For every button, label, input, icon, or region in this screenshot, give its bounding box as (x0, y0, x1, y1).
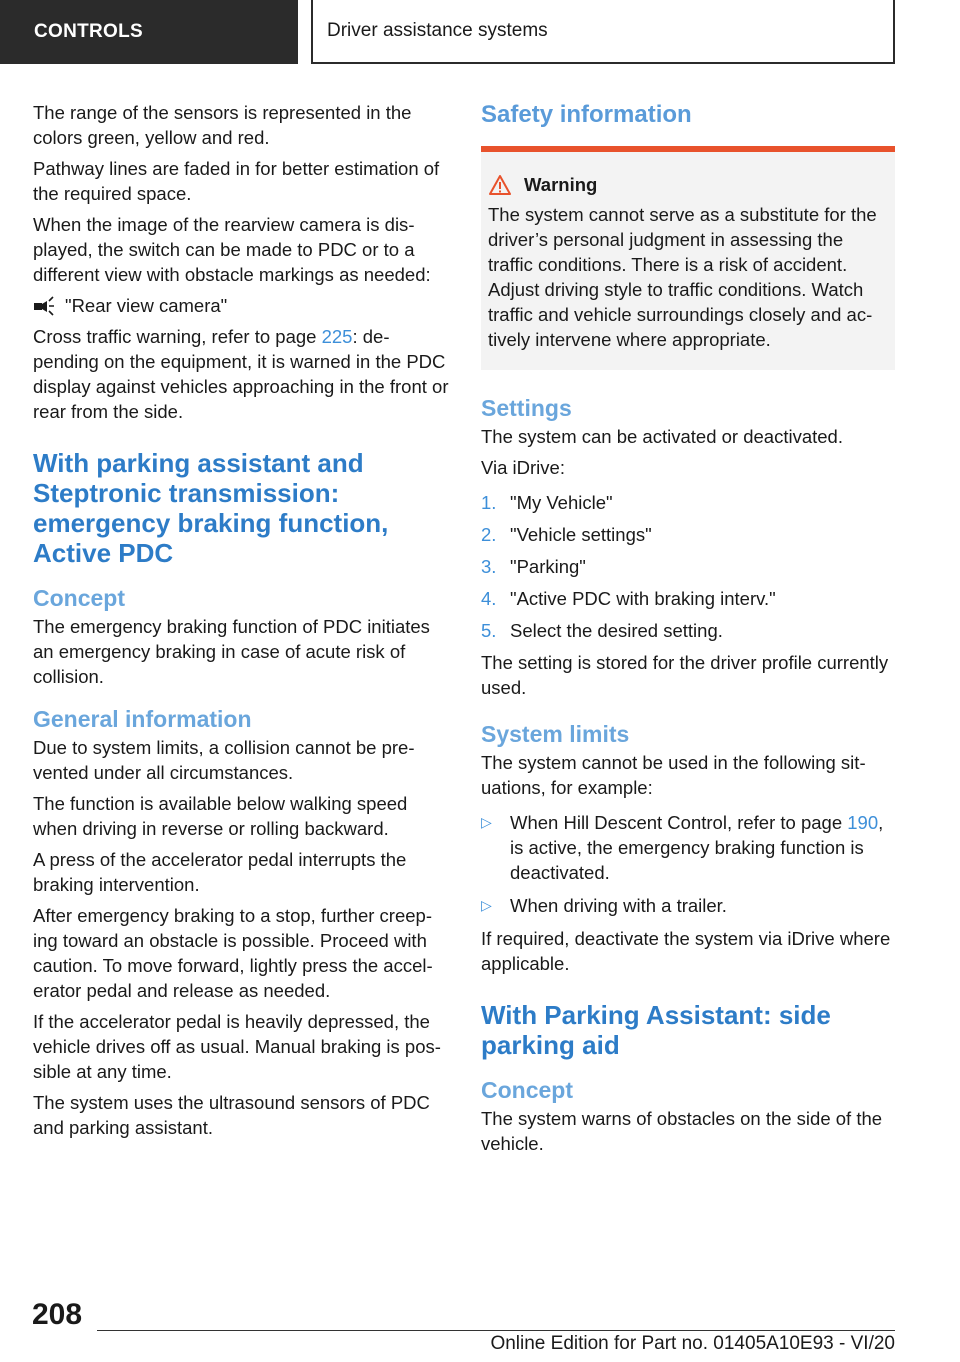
right-column (481, 100, 895, 1162)
paragraph: The function is available below walking speed when driving in reverse or rolling backward. (33, 793, 408, 839)
paragraph: The range of the sensors is represented in the colors green, yellow and red. (33, 102, 412, 148)
page-link[interactable]: 190 (847, 812, 879, 833)
page-number: 208 (32, 1298, 83, 1331)
bullet-triangle-icon: ▷ (481, 814, 492, 830)
paragraph (33, 324, 449, 424)
section-heading: With parking assistant and Steptronic transmission: emergency braking function, Active PDC (33, 448, 389, 568)
paragraph: Pathway lines are faded in for better estimation of the required space. (33, 158, 440, 204)
paragraph: If the accelerator pedal is heavily depressed, the vehicle drives off as usual. Manual braking is possible at any time. (33, 1011, 441, 1082)
bullet-item (481, 893, 895, 918)
paragraph: After emergency braking to a stop, further creeping toward an obstacle is possible. Proceed with caution. To move forward, lightly press the accelerator pedal and release as needed. (33, 905, 433, 1001)
paragraph: The emergency braking function of PDC initiates an emergency braking in case of acute risk of collision. (33, 616, 430, 687)
warning-label: Warning (524, 174, 598, 195)
left-column (33, 100, 449, 1146)
chapter-label: Driver assistance systems (327, 20, 548, 41)
step-item (481, 490, 895, 515)
subheading: General information (33, 706, 252, 732)
section-heading: Safety information (481, 101, 692, 128)
warning-box (481, 146, 895, 370)
rear-camera-icon (33, 296, 55, 316)
step-item (481, 554, 895, 579)
step-item (481, 618, 895, 643)
camera-line (33, 293, 449, 318)
footer-divider (97, 1330, 895, 1331)
subheading: Settings (481, 395, 572, 421)
page-link[interactable]: 225 (321, 326, 353, 347)
step-number: 5. (481, 620, 497, 641)
paragraph: The system can be activated or deactivated. (481, 426, 843, 447)
paragraph: The system uses the ultrasound sensors of PDC and parking assistant. (33, 1092, 430, 1138)
step-number: 4. (481, 588, 497, 609)
step-item (481, 586, 895, 611)
paragraph: The setting is stored for the driver profile currently used. (481, 652, 889, 698)
paragraph: The system cannot be used in the following situations, for example: (481, 752, 866, 798)
paragraph: When the image of the rearview camera is displayed, the switch can be made to PDC or to a different view with obstacle markings as needed: (33, 214, 431, 285)
subheading: Concept (33, 585, 125, 611)
text: : depending on the equipment, it is warned in the PDC display against vehicles approaching in the front or rear from the side. (33, 326, 449, 422)
section-heading: With Parking Assistant: side parking aid (481, 1000, 831, 1060)
bullet-list (481, 810, 895, 918)
warning-text: The system cannot serve as a substitute for the driver’s personal judgment in assessing the traffic conditions. There is a risk of accident. Adjust driving style to traffic conditions. Watch traffic and vehicle surroundings closely and actively intervene where appropriate. (488, 204, 877, 350)
bullet-triangle-icon: ▷ (481, 897, 492, 913)
text: Cross traffic warning, refer to page (33, 326, 322, 347)
paragraph: Due to system limits, a collision cannot be prevented under all circumstances. (33, 737, 415, 783)
step-number: 3. (481, 556, 497, 577)
text: When Hill Descent Control, refer to page (510, 812, 848, 833)
step-number: 2. (481, 524, 497, 545)
warning-title (488, 174, 887, 196)
paragraph: Via iDrive: (481, 457, 565, 478)
paragraph: A press of the accelerator pedal interrupts the braking intervention. (33, 849, 407, 895)
chapter-tab (311, 0, 895, 64)
step-text: "Active PDC with braking interv." (510, 588, 776, 609)
text: , is active, the emergency braking function is deactivated. (510, 812, 884, 883)
step-item (481, 522, 895, 547)
paragraph: The system warns of obstacles on the side of the vehicle. (481, 1108, 883, 1154)
warning-icon (488, 174, 512, 196)
step-number: 1. (481, 492, 497, 513)
step-list (481, 490, 895, 643)
bullet-text (510, 810, 895, 885)
bullet-text: When driving with a trailer. (510, 895, 727, 916)
step-text: "Vehicle settings" (510, 524, 652, 545)
bullet-item (481, 810, 895, 885)
section-tab (0, 0, 298, 64)
subheading: Concept (481, 1077, 573, 1103)
step-text: "My Vehicle" (510, 492, 613, 513)
camera-label: "Rear view camera" (65, 295, 228, 316)
paragraph: If required, deactivate the system via iDrive where applicable. (481, 928, 891, 974)
edition-note: Online Edition for Part no. 01405A10E93 - VI/20 (490, 1333, 895, 1354)
step-text: "Parking" (510, 556, 586, 577)
subheading: System limits (481, 721, 630, 747)
step-text: Select the desired setting. (510, 620, 723, 641)
section-label: CONTROLS (34, 21, 144, 42)
